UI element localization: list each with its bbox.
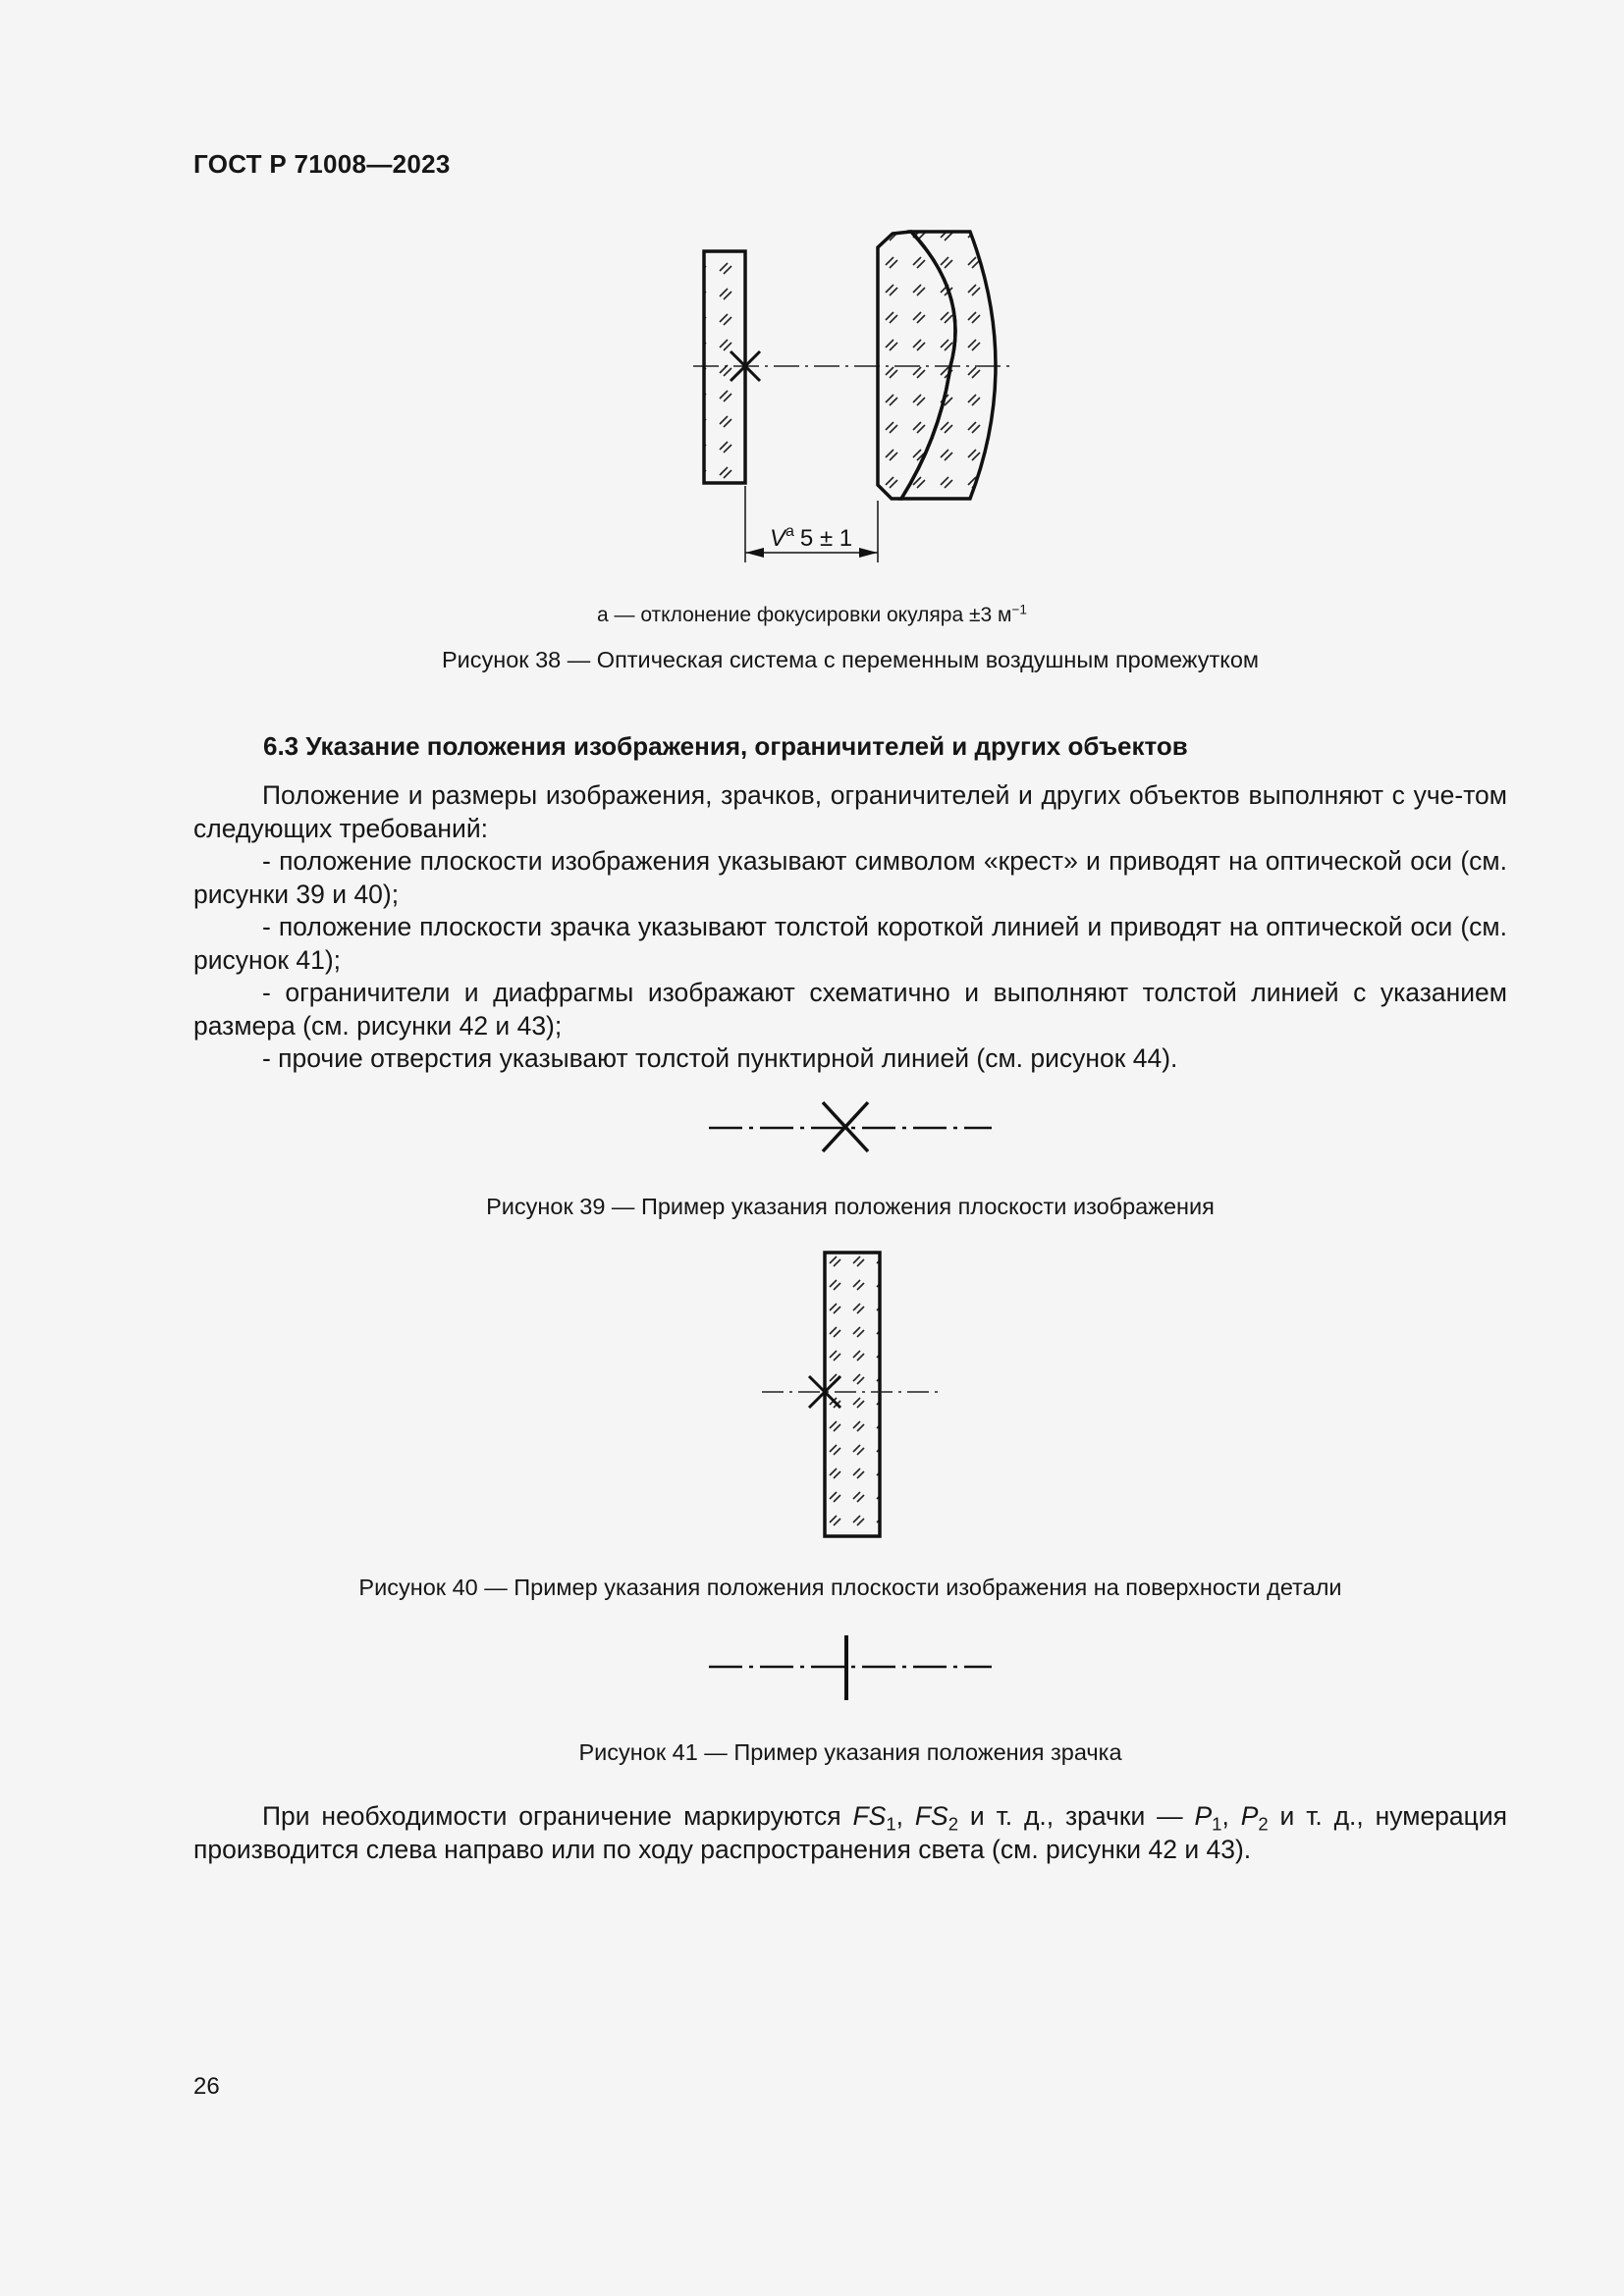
figure-41-drawing (0, 1629, 1624, 1708)
figure-41-caption: Рисунок 41 — Пример указания положения зрачка (578, 1739, 1122, 1765)
figure-40-caption: Рисунок 40 — Пример указания положения плоскости изображения на поверхности детали (358, 1575, 1342, 1600)
paragraph-3: - положение плоскости зрачка указывают толстой короткой линией и приводят на оптической оси (см. рисунок 41); (193, 912, 1507, 975)
dimension-letter: V (770, 525, 786, 552)
figure-38-note: а — отклонение фокусировки окуляра ±3 $м^{-1}$ (596, 602, 1028, 626)
figure-39-drawing (0, 1090, 1624, 1168)
paragraph-5: - прочие отверстия указывают толстой пунктирной линией (см. рисунок 44). (262, 1043, 1178, 1073)
svg-text:Va5 ± 1 (770, 523, 852, 552)
final-paragraph: При необходимости ограничение маркируются $FS_1$, $FS_2$ и т. д., зрачки — $P_1$, $P_2$ и т. д., нумерация производится слева направо или по ходу распространения света (см. рисунки 42 и 43). (193, 1801, 1507, 1864)
plate-left (704, 251, 745, 483)
paragraph-4: - ограничители и диафрагмы изображают схематично и выполняют толстой линией с указанием размера (см. рисунки 42 и 43); (193, 978, 1507, 1041)
figure-38-caption: Рисунок 38 — Оптическая система с переменным воздушным промежутком (441, 647, 1260, 672)
paragraph-1: Положение и размеры изображения, зрачков, ограничителей и других объектов выполняют с уче-том следующих требований: (193, 780, 1507, 843)
figure-38-drawing (0, 0, 1624, 609)
figure-39-caption: Рисунок 39 — Пример указания положения плоскости изображения (486, 1194, 1215, 1219)
paragraph-2: - положение плоскости изображения указывают символом «крест» и приводят на оптической оси (см. рисунки 39 и 40); (193, 846, 1507, 909)
document-header: ГОСТ Р 71008—2023 (193, 149, 451, 179)
plate-detail (825, 1253, 880, 1536)
dimension-value: 5 ± 1 (799, 525, 853, 552)
section-title: 6.3 Указание положения изображения, ограничителей и других объектов (263, 731, 1188, 761)
body-text (193, 779, 1507, 1076)
figure-40-drawing (0, 1237, 1624, 1551)
dimension-sup: a (785, 523, 794, 540)
page-number: 26 (193, 2073, 220, 2100)
